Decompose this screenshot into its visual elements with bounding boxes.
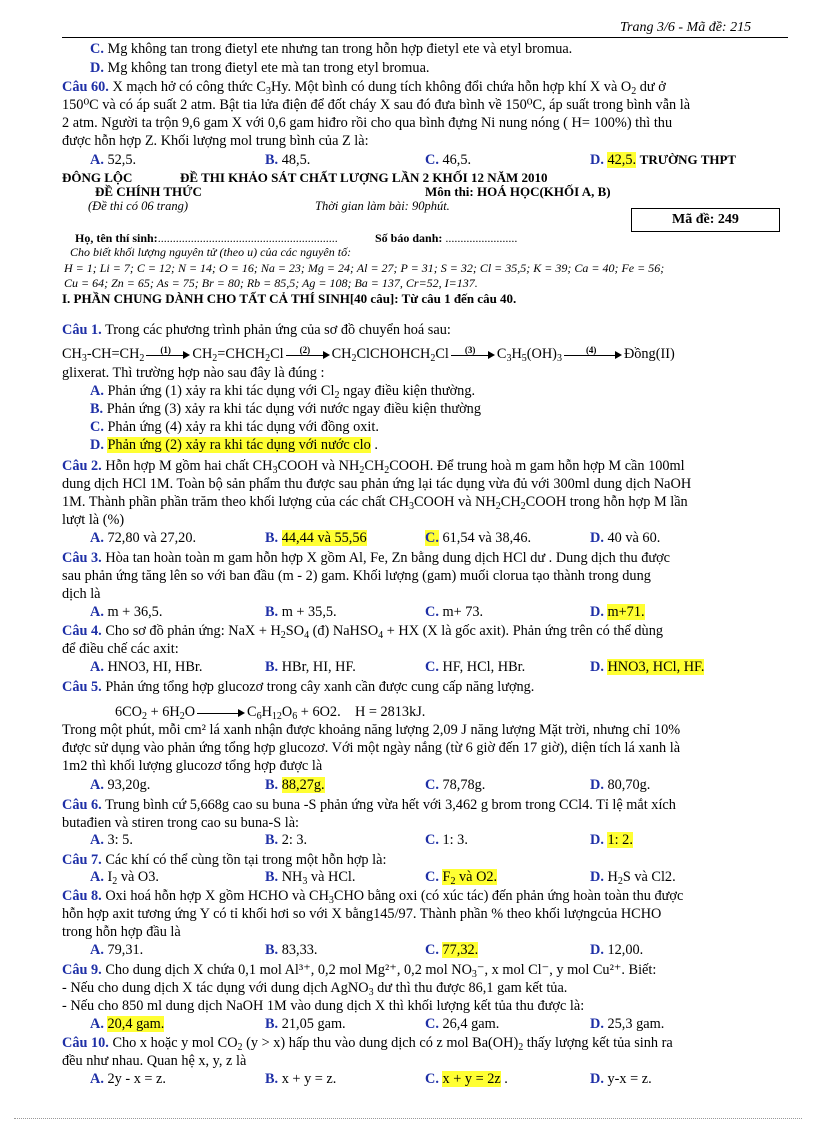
q5-line2: Trong một phút, mỗi cm² lá xanh nhận được khoảng năng lượng 2,09 J năng lượng Mặt trời, nhưng chỉ 10% [62,722,681,738]
q60-option-d[interactable]: D. 42,5. TRƯỜNG THPT [590,152,737,168]
prev-option-c: C. Mg không tan trong đietyl ete nhưng tan trong hỗn hợp đietyl ete và etyl bromua. [90,41,573,57]
q5-option-d[interactable]: D. 80,70g. [590,777,651,793]
q8-option-c[interactable]: C. 77,32. [425,942,479,958]
q60-option-a[interactable]: A. 52,5. [90,152,137,168]
q1-option-a[interactable]: A. Phản ứng (1) xảy ra khi tác dụng với $Cl_2$ ngay điều kiện thường. [90,383,476,401]
q2-line4: lượt là (%) [62,512,125,528]
q5-line4: 1m2 thì khối lượng glucozơ tổng hợp được là [62,758,323,774]
q60-line1: Câu 60. X mạch hở có công thức $C_3Hy$. Một bình có dung tích không đổi chứa hỗn hợp khí X và $O_2$ dư ở [62,79,666,97]
q2-option-b[interactable]: B. 44,44 và 55,56 [265,530,367,546]
q9-option-d[interactable]: D. 25,3 gam. [590,1016,665,1032]
official-label: ĐỀ CHÍNH THỨC [95,184,202,199]
q6-line2: butađien và stiren trong cao su buna-S là: [62,815,300,831]
question-5: Câu 5. Phản ứng tổng hợp glucozơ trong cây xanh cần được cung cấp năng lượng. [62,679,535,695]
question-8 [62,887,792,941]
q3-line3: dịch là [62,586,101,602]
q9-line3: - Nếu cho 850 ml dung dịch NaOH 1M vào dung dịch X thì khối lượng kết tủa thu được là: [62,998,585,1014]
q1-option-d[interactable]: D. Phản ứng (2) xảy ra khi tác dụng với nước clo . [90,437,378,453]
q2-line3: 1M. Thành phần phần trăm theo khối lượng của các chất $CH_3COOH$ và $NH_2CH_2COOH$ trong hỗn hợp M lần [62,494,688,512]
exam-title: ĐỀ THI KHẢO SÁT CHẤT LƯỢNG LẦN 2 KHỐI 12 NĂM 2010 [180,170,548,185]
question-1: Câu 1. Trong các phương trình phản ứng của sơ đồ chuyển hoá sau: [62,322,451,338]
question-6 [62,796,792,832]
chain-glycerol: $C_3H_5(OH)_3$ [496,346,562,364]
question-60 [62,78,792,150]
q1-option-b[interactable]: B. Phản ứng (3) xảy ra khi tác dụng với nước ngay điều kiện thường [90,401,481,417]
q5-option-b[interactable]: B. 88,27g. [265,777,325,793]
q60-option-b[interactable]: B. 48,5. [265,152,311,168]
q3-option-a[interactable]: A. m + 36,5. [90,604,163,620]
page-count: (Đề thi có 06 trang) [88,199,188,213]
exam-code-box: Mã đề: 249 [631,208,780,232]
q10-option-b[interactable]: B. x + y = z. [265,1071,337,1087]
chain-copper: Đồng(II) [623,346,675,362]
candidate-name-field: Họ, tên thí sinh:............................................................ [75,231,338,245]
q8-option-b[interactable]: B. 83,33. [265,942,318,958]
question-2 [62,457,792,529]
arrow-step-4: (4) [564,350,622,360]
exam-subject: Môn thi: HOÁ HỌC(KHỐI A, B) [425,184,611,199]
page-number: Trang 3/6 [620,20,675,35]
arrow-step-3: (3) [451,350,495,360]
q6-option-c[interactable]: C. 1: 3. [425,832,468,848]
q6-option-d[interactable]: D. 1: 2. [590,832,633,848]
arrow-step-1: (1) [146,350,190,360]
q4-line2: để điều chế các axit: [62,641,179,657]
question-3 [62,549,792,603]
q60-line2: 150⁰C và có áp suất 2 atm. Bật tia lửa điện để đốt cháy X sau đó đưa bình về 150⁰C, áp suất trong bình vẫn là [62,97,691,113]
q8-option-d[interactable]: D. 12,00. [590,942,644,958]
q6-line1: Câu 6. Trung bình cứ 5,668g cao su buna -S phản ứng vừa hết với 3,462 g brom trong CCl4. Tỉ lệ mắt xích [62,797,676,813]
q8-line3: trong hỗn hợp đầu là [62,924,181,940]
q3-option-c[interactable]: C. m+ 73. [425,604,484,620]
q5-arrow [197,708,245,718]
chain-allyl-chloride: $CH_2=CHCH_2Cl$ [192,346,284,364]
candidate-number-field: Số báo danh: ........................ [375,231,518,245]
q10-option-c[interactable]: C. x + y = 2z . [425,1071,508,1087]
header-rule [62,37,788,38]
q4-option-a[interactable]: A. HNO3, HI, HBr. [90,659,203,675]
footer-rule [14,1118,802,1119]
q2-option-c[interactable]: C. 61,54 và 38,46. [425,530,532,546]
q4-line1: Câu 4. Cho sơ đồ phản ứng: NaX + $H_2SO_4$ (đ) NaHSO$_4$ + HX (X là gốc axit). Phản ứng trên có thể dùng [62,623,663,641]
q5-equation: $6CO_2 + 6H_2O$ $C_6H_{12}O_6 + 6O2$. H = 2813kJ. [115,704,426,722]
question-7: Câu 7. Các khí có thể cùng tồn tại trong một hỗn hợp là: [62,852,387,868]
question-9 [62,961,792,1015]
q2-line2: dung dịch HCl 1M. Toàn bộ sản phẩm thu được sau phản ứng lại tác dụng vừa đủ với 300ml dung dịch NaOH [62,476,692,492]
exam-time: Thời gian làm bài: 90phút. [315,199,450,213]
prev-option-d: D. Mg không tan trong đietyl ete mà tan trong etyl bromua. [90,60,430,76]
chain-propene: $CH_3-CH=CH_2$ [62,346,145,364]
q8-line2: hỗn hợp axit tương ứng Y có tỉ khối hơi so với X bằng145/97. Thành phần % theo khối lượngcủa HCHO [62,906,662,922]
exam-code-header: Mã đề: 215 [686,20,752,35]
question-10 [62,1034,792,1070]
q9-option-c[interactable]: C. 26,4 gam. [425,1016,500,1032]
q6-option-a[interactable]: A. 3: 5. [90,832,133,848]
page-header: Trang 3/6 - Mã đề: 215 [620,20,752,35]
q5-body [62,721,792,775]
q7-option-c[interactable]: C. $F_2$ và O2. [425,869,498,887]
q1-option-c[interactable]: C. Phản ứng (4) xảy ra khi tác dụng với đồng oxit. [90,419,379,435]
q4-option-c[interactable]: C. HF, HCl, HBr. [425,659,526,675]
section-heading: I. PHẦN CHUNG DÀNH CHO TẤT CẢ THÍ SINH[40 câu]: Từ câu 1 đến câu 40. [62,291,517,306]
q9-line2: - Nếu cho dung dịch X tác dụng với dung dịch AgNO$_3$ dư thì thu được 86,1 gam kết tủa. [62,980,568,998]
q7-option-d[interactable]: D. $H_2S$ và Cl2. [590,869,676,887]
q3-option-b[interactable]: B. m + 35,5. [265,604,337,620]
q10-option-d[interactable]: D. y-x = z. [590,1071,652,1087]
q2-option-a[interactable]: A. 72,80 và 27,20. [90,530,197,546]
school-name: TRƯỜNG THPT [639,152,737,167]
q1-reaction-chain [62,345,675,363]
q60-line3: 2 atm. Người ta trộn 9,6 gam X với 0,6 gam hiđro rồi cho qua bình đựng Ni nung nóng ( H= 100%) thì thu [62,115,673,131]
q3-line1: Câu 3. Hòa tan hoàn toàn m gam hỗn hợp X gồm Al, Fe, Zn bằng dung dịch HCl dư . Dung dịch thu được [62,550,671,566]
q4-option-b[interactable]: B. HBr, HI, HF. [265,659,356,675]
q10-line1: Câu 10. Cho x hoặc y mol $CO_2$ (y > x) hấp thu vào dung dịch có z mol $Ba(OH)_2$ thấy lượng kết tủa sinh ra [62,1035,673,1053]
q2-option-d[interactable]: D. 40 và 60. [590,530,661,546]
q9-option-b[interactable]: B. 21,05 gam. [265,1016,346,1032]
q8-option-a[interactable]: A. 79,31. [90,942,144,958]
q5-option-a[interactable]: A. 93,20g. [90,777,151,793]
q8-line1: Câu 8. Oxi hoá hỗn hợp X gồm HCHO và $CH_3CHO$ bằng oxi (có xúc tác) đến phản ứng hoàn toàn thu được [62,888,684,906]
q6-option-b[interactable]: B. 2: 3. [265,832,308,848]
q3-line2: sau phản ứng tăng lên so với ban đầu (m - 2) gam. Khối lượng (gam) muối clorua tạo thành trong dung [62,568,651,584]
q5-line3: được sử dụng vào phản ứng tổng hợp glucozơ. Với một ngày nắng (từ 6 giờ đến 17 giờ), diện tích lá xanh là [62,740,681,756]
q4-option-d[interactable]: D. HNO3, HCl, HF. [590,659,705,675]
q60-option-c[interactable]: C. 46,5. [425,152,472,168]
q1-tail: glixerat. Thì trường hợp nào sau đây là đúng : [62,365,325,381]
atomic-mass-intro: Cho biết khối lượng nguyên tử (theo u) của các nguyên tố: [70,245,352,259]
q10-option-a[interactable]: A. 2y - x = z. [90,1071,166,1087]
atomic-mass-line2: Cu = 64; Zn = 65; As = 75; Br = 80; Rb = 85,5; Ag = 108; Ba = 137, Cr=52, I=137. [64,276,478,290]
q60-line4: được hỗn hợp Z. Khối lượng mol trung bình của Z là: [62,133,369,149]
atomic-mass-line1: H = 1; Li = 7; C = 12; N = 14; O = 16; Na = 23; Mg = 24; Al = 27; P = 31; S = 32; Cl = 35,5; K = 39; Ca = 40; Fe = 56; [64,261,665,275]
q10-line2: đều như nhau. Quan hệ x, y, z là [62,1053,247,1069]
question-4 [62,622,792,658]
q7-option-a[interactable]: A. $I_2$ và O3. [90,869,159,887]
q9-option-a[interactable]: A. 20,4 gam. [90,1016,165,1032]
q5-option-c[interactable]: C. 78,78g. [425,777,486,793]
q7-option-b[interactable]: B. $NH_3$ và HCl. [265,869,356,887]
q3-option-d[interactable]: D. m+71. [590,604,645,620]
chain-dichlorohydrin: $CH_2ClCHOHCH_2Cl$ [331,346,449,364]
arrow-step-2: (2) [286,350,330,360]
q9-line1: Câu 9. Cho dung dịch X chứa 0,1 mol Al³⁺, 0,2 mol Mg²⁺, 0,2 mol $NO_3^-$, x mol Cl⁻, y mol Cu²⁺. Biết: [62,962,657,980]
school-name-2: ĐÔNG LỘC [62,170,133,185]
q2-line1: Câu 2. Hỗn hợp M gồm hai chất $CH_3COOH$ và $NH_2CH_2COOH$. Để trung hoà m gam hỗn hợp M cần 100ml [62,458,685,476]
